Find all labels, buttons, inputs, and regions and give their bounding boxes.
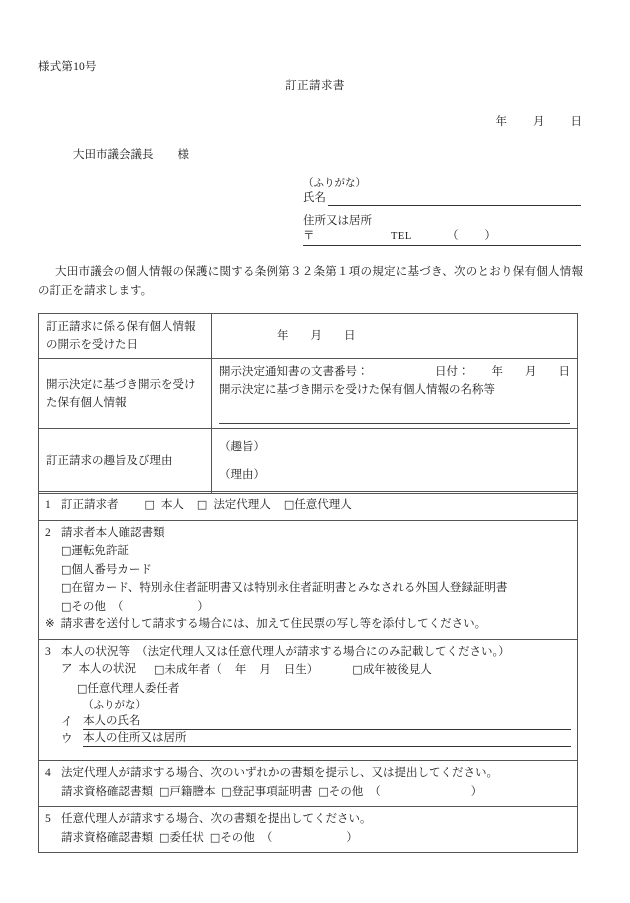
- label-power-of-attorney: 委任状: [169, 831, 204, 844]
- applicant-name-label: 氏名: [303, 192, 326, 204]
- disclosure-info-table: [38, 313, 578, 494]
- section1-title: 訂正請求者: [61, 499, 119, 511]
- section2-option-license: [45, 542, 571, 561]
- section5-docs-label: 請求資格確認書類: [61, 831, 153, 844]
- section3-title: 本人の状況等: [61, 645, 130, 658]
- minor-birth-month: 月: [259, 664, 271, 676]
- label-adult-ward: 成年被後見人: [362, 664, 432, 676]
- section3-item-b: [45, 713, 571, 730]
- table-row-purpose-reason: [39, 429, 578, 494]
- table-row-disclosure-date: [39, 314, 578, 359]
- item-a-adult-ward-group: [352, 661, 431, 680]
- header-date-day: 日: [570, 116, 582, 128]
- item-b-input[interactable]: [141, 714, 572, 730]
- section2-option-mynumber: [45, 561, 571, 580]
- disclosed-info-name-input[interactable]: [219, 401, 570, 424]
- applicant-name-input[interactable]: [328, 192, 581, 206]
- section3-item-c: [45, 730, 571, 747]
- table-row-section5: [39, 807, 578, 853]
- checkbox-section4-other[interactable]: □: [318, 784, 329, 798]
- disclosure-doc-date: [435, 363, 570, 381]
- section2-cell: [39, 520, 578, 639]
- section1-cell: [39, 492, 578, 521]
- section4-options: [45, 783, 571, 802]
- header-date-line: [496, 113, 583, 129]
- section4-docs-label: 請求資格確認書類: [61, 785, 153, 798]
- section4-other-paren-open: （: [369, 785, 381, 798]
- applicant-block: [303, 177, 581, 246]
- table-row-disclosed-info: [39, 359, 578, 429]
- row-header-disclosed-info: 開示決定に基づき開示を受けた保有個人情報: [39, 359, 212, 429]
- label-other-document: その他: [71, 600, 106, 613]
- checkbox-section5-other[interactable]: □: [209, 830, 221, 844]
- addressee-line: [73, 146, 189, 162]
- tel-paren-close: ）: [484, 230, 496, 242]
- other-paren-open: （: [111, 600, 124, 613]
- disclosure-doc-number-label: 開示決定通知書の文書番号：: [219, 366, 369, 378]
- label-drivers-license: 運転免許証: [71, 545, 129, 557]
- disclosure-doc-date-label: 日付：: [435, 366, 470, 378]
- section3-heading: [45, 644, 571, 662]
- label-minor: 未成年者: [164, 664, 211, 676]
- label-section4-other: その他: [328, 785, 364, 798]
- table-row-section3: [39, 639, 578, 761]
- tel-label: TEL: [391, 231, 412, 242]
- header-date-year: 年: [495, 116, 507, 128]
- requester-details-table: [38, 491, 578, 853]
- label-registry-certificate: 登記事項証明書: [231, 785, 313, 798]
- applicant-address-row: [303, 229, 581, 246]
- minor-birth-year: 年: [234, 664, 247, 676]
- section5-other-paren-close: ）: [346, 831, 358, 844]
- checkbox-requester-voluntary-agent[interactable]: □: [283, 498, 295, 511]
- label-requester-voluntary-agent: 任意代理人: [294, 499, 352, 511]
- section2-number: 2: [45, 526, 51, 539]
- disclosure-date-month: 月: [310, 330, 322, 342]
- label-section5-other: その他: [220, 831, 255, 844]
- checkbox-other-document[interactable]: □: [61, 599, 72, 613]
- form-number: 様式第10号: [38, 61, 97, 73]
- section5-options: [45, 829, 571, 848]
- other-paren-close: ）: [197, 600, 209, 613]
- label-voluntary-delegator: 任意代理人委任者: [87, 682, 180, 695]
- table-row-section1: [39, 492, 578, 521]
- checkbox-minor[interactable]: □: [154, 663, 165, 676]
- table-row-section2: [39, 520, 578, 639]
- checkbox-requester-self[interactable]: □: [144, 498, 155, 511]
- purpose-label: （趣旨）: [219, 441, 265, 453]
- checkbox-voluntary-delegator[interactable]: □: [77, 681, 88, 695]
- zip-symbol: 〒: [303, 230, 315, 242]
- item-b-label: 本人の氏名: [83, 713, 141, 730]
- checkbox-residence-card[interactable]: □: [61, 581, 72, 594]
- row-value-disclosed-info[interactable]: [212, 359, 578, 429]
- disclosure-doc-date-month: 月: [525, 366, 537, 378]
- item-c-input[interactable]: [187, 731, 572, 747]
- section1-number: 1: [45, 499, 51, 511]
- section3-item-a: [45, 661, 571, 680]
- table-row-section4: [39, 761, 578, 807]
- intro-text: 大田市議会の個人情報の保護に関する条例第３２条第１項の規定に基づき、次のとおり保有個人情報の訂正を請求します。: [38, 266, 583, 297]
- label-requester-self: 本人: [160, 499, 184, 511]
- disclosure-doc-number-line: [219, 363, 570, 381]
- minor-birth-day: 日生）: [283, 664, 319, 676]
- checkbox-requester-legal-agent[interactable]: □: [196, 498, 208, 511]
- intro-paragraph: [38, 263, 583, 301]
- section3-number: 3: [45, 645, 51, 658]
- tel-area-paren: [447, 229, 503, 244]
- section2-option-residence-card: [45, 579, 571, 598]
- section2-option-other: [45, 598, 571, 617]
- section4-title: 法定代理人が請求する場合、次のいずれかの書類を提示し、又は提出してください。: [61, 767, 498, 779]
- checkbox-adult-ward[interactable]: □: [352, 663, 363, 676]
- reason-label: （理由）: [219, 469, 265, 481]
- section3-title-note: （法定代理人又は任意代理人が請求する場合にのみ記載してください。）: [136, 645, 510, 658]
- row-value-disclosure-date[interactable]: [212, 314, 578, 359]
- section5-title: 任意代理人が請求する場合、次の書類を提出してください。: [61, 813, 372, 825]
- header-date-month: 月: [533, 116, 545, 128]
- section4-number: 4: [45, 767, 51, 779]
- item-a-mark: ア: [61, 663, 73, 675]
- item-b-mark: イ: [61, 716, 73, 728]
- applicant-name-row: [303, 191, 581, 206]
- row-header-purpose-reason: 訂正請求の趣旨及び理由: [39, 429, 212, 494]
- disclosure-doc-date-year: 年: [491, 366, 503, 378]
- label-family-register: 戸籍謄本: [169, 785, 216, 798]
- checkbox-power-of-attorney[interactable]: □: [159, 830, 170, 844]
- item-a-label: 本人の状況: [78, 663, 136, 675]
- section3-furigana-label: （ふりがな）: [83, 700, 146, 711]
- disclosed-info-name-label: 開示決定に基づき開示を受けた保有個人情報の名称等: [219, 384, 495, 396]
- disclosure-date-year: 年: [277, 330, 289, 342]
- note-mark: ※: [45, 618, 55, 630]
- row-value-purpose-reason[interactable]: [212, 429, 578, 494]
- section4-other-paren-close: ）: [470, 785, 483, 798]
- section5-heading: [45, 811, 571, 829]
- label-residence-card: 在留カード、特別永住者証明書又は特別永住者証明書とみなされる外国人登録証明書: [71, 582, 508, 594]
- checkbox-registry-certificate[interactable]: □: [221, 784, 232, 798]
- section2-note: [45, 616, 571, 634]
- item-c-mark: ウ: [61, 733, 73, 745]
- checkbox-mynumber-card[interactable]: □: [61, 562, 72, 576]
- addressee-name: 大田市議会議長: [73, 149, 154, 161]
- disclosure-date-fields: [219, 330, 356, 342]
- section5-other-paren-open: （: [260, 831, 273, 844]
- disclosure-date-day: 日: [344, 330, 356, 342]
- item-c-label: 本人の住所又は居所: [83, 730, 187, 747]
- tel-paren-open: （: [447, 230, 459, 242]
- applicant-furigana-label: （ふりがな）: [303, 178, 366, 189]
- note-text: 請求書を送付して請求する場合には、加えて住民票の写し等を添付してください。: [60, 618, 487, 630]
- disclosure-doc-date-day: 日: [558, 366, 570, 378]
- row-header-disclosure-date: 訂正請求に係る保有個人情報の開示を受けた日: [39, 314, 212, 359]
- section4-heading: [45, 765, 571, 783]
- section5-number: 5: [45, 813, 51, 825]
- section3-identity-rows: [45, 699, 571, 755]
- section3-bottom-spacer: [45, 747, 571, 755]
- section4-cell: [39, 761, 578, 807]
- label-requester-legal-agent: 法定代理人: [213, 499, 271, 511]
- checkbox-family-register[interactable]: □: [159, 784, 170, 798]
- section5-cell: [39, 807, 578, 853]
- item-a-minor-group: [154, 661, 318, 680]
- applicant-address-label: 住所又は居所: [303, 215, 372, 227]
- section2-heading: [45, 525, 571, 543]
- label-mynumber-card: 個人番号カード: [71, 563, 152, 576]
- section3-item-a-delegate: [45, 680, 571, 699]
- section3-cell: [39, 639, 578, 761]
- section2-title: 請求者本人確認書類: [61, 526, 165, 539]
- minor-paren-open: （: [210, 664, 222, 676]
- checkbox-drivers-license[interactable]: □: [61, 544, 72, 557]
- document-title: 訂正請求書: [285, 80, 345, 92]
- addressee-honorific: 様: [177, 149, 189, 161]
